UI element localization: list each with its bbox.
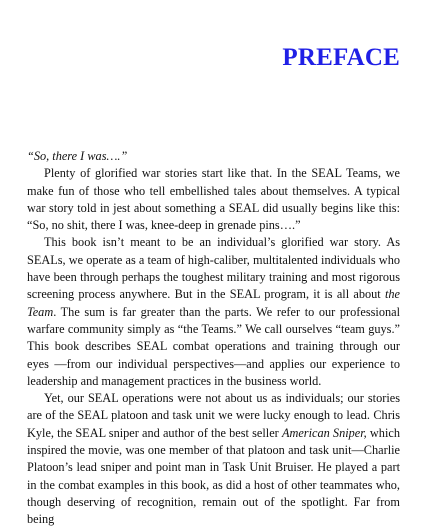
paragraph-text: which inspired the movie, was one member of that platoon and task unit—Charlie Platoon’s lead sniper and point man in Task Unit Bruiser. He played a part in the combat examples in this book, as did a host of other teammates who, though deserving of recognition, remain out of the spotlight. Far from being — [27, 425, 400, 527]
book-title-text: American Sniper, — [281, 425, 367, 440]
paragraph-text: This book isn’t meant to be an individual’s glorified war story. As SEALs, we operate as a team of high-caliber, multitalented individuals who have been through perhaps the toughest military training and most rigorous screening process anywhere. But in the SEAL program, it is all about — [27, 235, 400, 302]
paragraph-text: . The sum is far greater than the parts. We refer to our professional warfare community simply as “the Teams.” We call ourselves “team guys.” This book describes SEAL combat operations and training through our eyes —from our individual perspectives—and applies our experience to leadership and management practices in the business world. — [27, 304, 400, 388]
paragraph-text: Yet, our SEAL operations were not about us as individuals; our stories are of the SEAL platoon and task unit we were lucky enough to lead. Chris Kyle, the SEAL sniper and author of the best seller — [27, 391, 400, 440]
paragraph-3 — [27, 390, 400, 528]
paragraph-text: Plenty of glorified war stories start like that. In the SEAL Teams, we make fun of those who tell embellished tales about themselves. A typical war story told in jest about something a SEAL did usually begins like this: “So, no shit, there I was, knee-deep in grenade pins….” — [27, 166, 400, 233]
preface-body — [27, 148, 400, 529]
emphasis-text: the Team — [27, 287, 400, 319]
page-title: PREFACE — [282, 44, 400, 71]
paragraph-2 — [27, 234, 400, 390]
epigraph: “So, there I was….” — [27, 149, 128, 163]
paragraph-1 — [27, 165, 400, 234]
